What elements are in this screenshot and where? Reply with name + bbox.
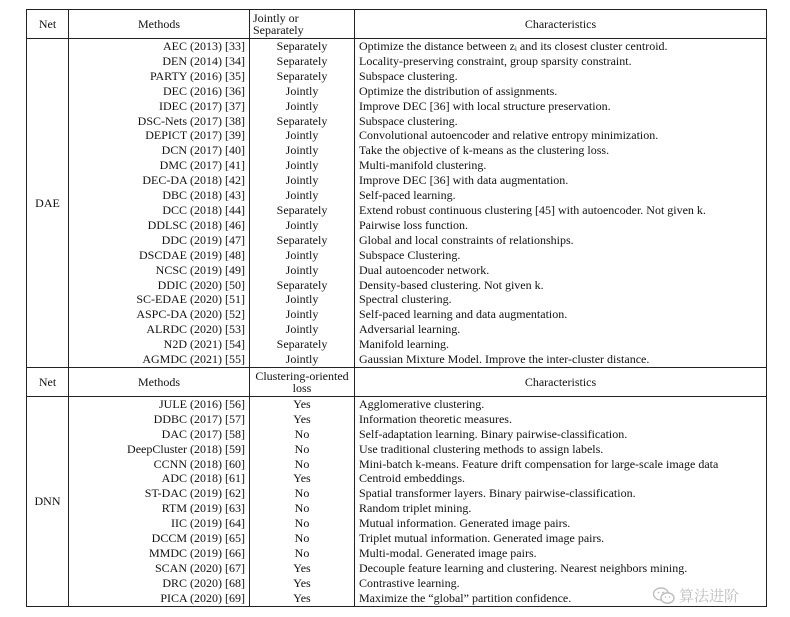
watermark <box>653 585 739 606</box>
method-cell: ADC (2018) [61] <box>69 471 250 486</box>
method-cell: DDLSC (2018) [46] <box>69 218 250 233</box>
method-cell: ALRDC (2020) [53] <box>69 322 250 337</box>
table-row <box>27 218 767 233</box>
characteristics-cell: Spatial transformer layers. Binary pairwise-classification. <box>355 486 767 501</box>
table-row <box>27 173 767 188</box>
header-clustering-loss: Clustering-oriented loss <box>250 367 355 396</box>
method-cell: PICA (2020) [69] <box>69 591 250 606</box>
table-row <box>27 486 767 501</box>
mode-cell: No <box>250 486 355 501</box>
characteristics-cell: Global and local constraints of relationships. <box>355 233 767 248</box>
table-row <box>27 203 767 218</box>
characteristics-cell: Random triplet mining. <box>355 501 767 516</box>
characteristics-cell: Triplet mutual information. Generated image pairs. <box>355 531 767 546</box>
table-row <box>27 471 767 486</box>
mode-cell: Jointly <box>250 128 355 143</box>
method-cell: DEPICT (2017) [39] <box>69 128 250 143</box>
method-cell: DSCDAE (2019) [48] <box>69 248 250 263</box>
table-row <box>27 561 767 576</box>
characteristics-cell: Dual autoencoder network. <box>355 263 767 278</box>
table-row <box>27 263 767 278</box>
method-cell: DRC (2020) [68] <box>69 576 250 591</box>
mode-cell: Separately <box>250 114 355 129</box>
characteristics-cell: Subspace clustering. <box>355 114 767 129</box>
method-cell: DAC (2017) [58] <box>69 427 250 442</box>
method-cell: DDIC (2020) [50] <box>69 278 250 293</box>
mode-cell: Jointly <box>250 99 355 114</box>
characteristics-cell: Mutual information. Generated image pairs. <box>355 516 767 531</box>
table-row <box>27 69 767 84</box>
mode-cell: Separately <box>250 337 355 352</box>
method-cell: DCCM (2019) [65] <box>69 531 250 546</box>
header-methods-2: Methods <box>69 367 250 396</box>
characteristics-cell: Convolutional autoencoder and relative entropy minimization. <box>355 128 767 143</box>
method-cell: ST-DAC (2019) [62] <box>69 486 250 501</box>
table-row <box>27 99 767 114</box>
table-row <box>27 307 767 322</box>
characteristics-cell: Mini-batch k-means. Feature drift compensation for large-scale image data <box>355 457 767 472</box>
characteristics-cell: Multi-manifold clustering. <box>355 158 767 173</box>
mode-cell: No <box>250 531 355 546</box>
mode-cell: No <box>250 501 355 516</box>
method-cell: DCC (2018) [44] <box>69 203 250 218</box>
table-row <box>27 114 767 129</box>
table-row <box>27 457 767 472</box>
mode-cell: Jointly <box>250 263 355 278</box>
dnn-section <box>27 396 767 606</box>
method-cell: N2D (2021) [54] <box>69 337 250 352</box>
mode-cell: No <box>250 427 355 442</box>
net-label: DAE <box>27 39 69 368</box>
table-row <box>27 158 767 173</box>
method-cell: AGMDC (2021) [55] <box>69 352 250 367</box>
characteristics-cell: Centroid embeddings. <box>355 471 767 486</box>
method-cell: DSC-Nets (2017) [38] <box>69 114 250 129</box>
table-row <box>27 188 767 203</box>
table-row <box>27 84 767 99</box>
characteristics-cell: Contrastive learning. <box>355 576 767 591</box>
method-cell: JULE (2016) [56] <box>69 396 250 411</box>
wechat-icon <box>653 587 675 605</box>
header-characteristics-2: Characteristics <box>355 367 767 396</box>
watermark-text: 算法进阶 <box>679 587 740 605</box>
mode-cell: Jointly <box>250 158 355 173</box>
mode-cell: Separately <box>250 203 355 218</box>
dae-section <box>27 39 767 368</box>
table-row <box>27 233 767 248</box>
mode-cell: Jointly <box>250 322 355 337</box>
mode-cell: Jointly <box>250 292 355 307</box>
mode-cell: Separately <box>250 39 355 54</box>
method-cell: IIC (2019) [64] <box>69 516 250 531</box>
characteristics-cell: Locality-preserving constraint, group sparsity constraint. <box>355 54 767 69</box>
method-cell: DEC-DA (2018) [42] <box>69 173 250 188</box>
characteristics-cell: Density-based clustering. Not given k. <box>355 278 767 293</box>
method-cell: DMC (2017) [41] <box>69 158 250 173</box>
table-row <box>27 128 767 143</box>
header-methods: Methods <box>69 10 250 39</box>
characteristics-cell: Agglomerative clustering. <box>355 396 767 411</box>
mode-cell: Jointly <box>250 173 355 188</box>
table-row <box>27 248 767 263</box>
mode-cell: Jointly <box>250 218 355 233</box>
mode-cell: Yes <box>250 412 355 427</box>
mode-cell: Separately <box>250 278 355 293</box>
table-row <box>27 442 767 457</box>
header-jointly: Jointly or Separately <box>250 10 355 39</box>
characteristics-cell: Use traditional clustering methods to assign labels. <box>355 442 767 457</box>
header-net: Net <box>27 10 69 39</box>
mode-cell: Jointly <box>250 352 355 367</box>
table-row <box>27 39 767 54</box>
method-cell: SC-EDAE (2020) [51] <box>69 292 250 307</box>
mode-cell: No <box>250 442 355 457</box>
mode-cell: Yes <box>250 561 355 576</box>
header-characteristics: Characteristics <box>355 10 767 39</box>
characteristics-cell: Self-adaptation learning. Binary pairwise-classification. <box>355 427 767 442</box>
table-row <box>27 531 767 546</box>
table-row <box>27 143 767 158</box>
characteristics-cell: Take the objective of k-means as the clustering loss. <box>355 143 767 158</box>
characteristics-cell: Self-paced learning and data augmentation. <box>355 307 767 322</box>
mode-cell: Separately <box>250 233 355 248</box>
table-row <box>27 292 767 307</box>
mode-cell: Jointly <box>250 307 355 322</box>
mode-cell: No <box>250 546 355 561</box>
characteristics-cell: Adversarial learning. <box>355 322 767 337</box>
table-row <box>27 322 767 337</box>
mode-cell: Yes <box>250 576 355 591</box>
table-row <box>27 412 767 427</box>
header-row-mid <box>27 367 767 396</box>
mode-cell: No <box>250 457 355 472</box>
table-row <box>27 427 767 442</box>
table-row <box>27 352 767 367</box>
characteristics-cell: Pairwise loss function. <box>355 218 767 233</box>
characteristics-cell: Maximize the “global” partition confidence. <box>355 591 767 606</box>
mode-cell: Jointly <box>250 143 355 158</box>
characteristics-cell: Self-paced learning. <box>355 188 767 203</box>
method-cell: DEC (2016) [36] <box>69 84 250 99</box>
table-row <box>27 54 767 69</box>
mode-cell: Separately <box>250 54 355 69</box>
method-cell: CCNN (2018) [60] <box>69 457 250 472</box>
net-label: DNN <box>27 396 69 606</box>
mode-cell: Yes <box>250 591 355 606</box>
characteristics-cell: Subspace Clustering. <box>355 248 767 263</box>
method-cell: RTM (2019) [63] <box>69 501 250 516</box>
characteristics-cell: Decouple feature learning and clustering. Nearest neighbors mining. <box>355 561 767 576</box>
characteristics-cell: Optimize the distance between zᵢ and its closest cluster centroid. <box>355 39 767 54</box>
table-row <box>27 278 767 293</box>
method-cell: IDEC (2017) [37] <box>69 99 250 114</box>
methods-table <box>26 9 767 607</box>
characteristics-cell: Gaussian Mixture Model. Improve the inter-cluster distance. <box>355 352 767 367</box>
method-cell: DDBC (2017) [57] <box>69 412 250 427</box>
mode-cell: Yes <box>250 471 355 486</box>
mode-cell: Jointly <box>250 84 355 99</box>
method-cell: DCN (2017) [40] <box>69 143 250 158</box>
mode-cell: No <box>250 516 355 531</box>
mode-cell: Separately <box>250 69 355 84</box>
table-row <box>27 337 767 352</box>
characteristics-cell: Optimize the distribution of assignments. <box>355 84 767 99</box>
characteristics-cell: Improve DEC [36] with local structure preservation. <box>355 99 767 114</box>
header-net-2: Net <box>27 367 69 396</box>
method-cell: MMDC (2019) [66] <box>69 546 250 561</box>
method-cell: DEN (2014) [34] <box>69 54 250 69</box>
header-row-top <box>27 10 767 39</box>
method-cell: DBC (2018) [43] <box>69 188 250 203</box>
table-row <box>27 501 767 516</box>
method-cell: NCSC (2019) [49] <box>69 263 250 278</box>
characteristics-cell: Multi-modal. Generated image pairs. <box>355 546 767 561</box>
table-row <box>27 396 767 411</box>
characteristics-cell: Spectral clustering. <box>355 292 767 307</box>
mode-cell: Jointly <box>250 248 355 263</box>
characteristics-cell: Extend robust continuous clustering [45] with autoencoder. Not given k. <box>355 203 767 218</box>
characteristics-cell: Information theoretic measures. <box>355 412 767 427</box>
method-cell: SCAN (2020) [67] <box>69 561 250 576</box>
table-row <box>27 546 767 561</box>
characteristics-cell: Subspace clustering. <box>355 69 767 84</box>
mode-cell: Yes <box>250 396 355 411</box>
method-cell: AEC (2013) [33] <box>69 39 250 54</box>
table-row <box>27 516 767 531</box>
characteristics-cell: Improve DEC [36] with data augmentation. <box>355 173 767 188</box>
method-cell: DeepCluster (2018) [59] <box>69 442 250 457</box>
method-cell: DDC (2019) [47] <box>69 233 250 248</box>
characteristics-cell: Manifold learning. <box>355 337 767 352</box>
method-cell: ASPC-DA (2020) [52] <box>69 307 250 322</box>
mode-cell: Jointly <box>250 188 355 203</box>
method-cell: PARTY (2016) [35] <box>69 69 250 84</box>
